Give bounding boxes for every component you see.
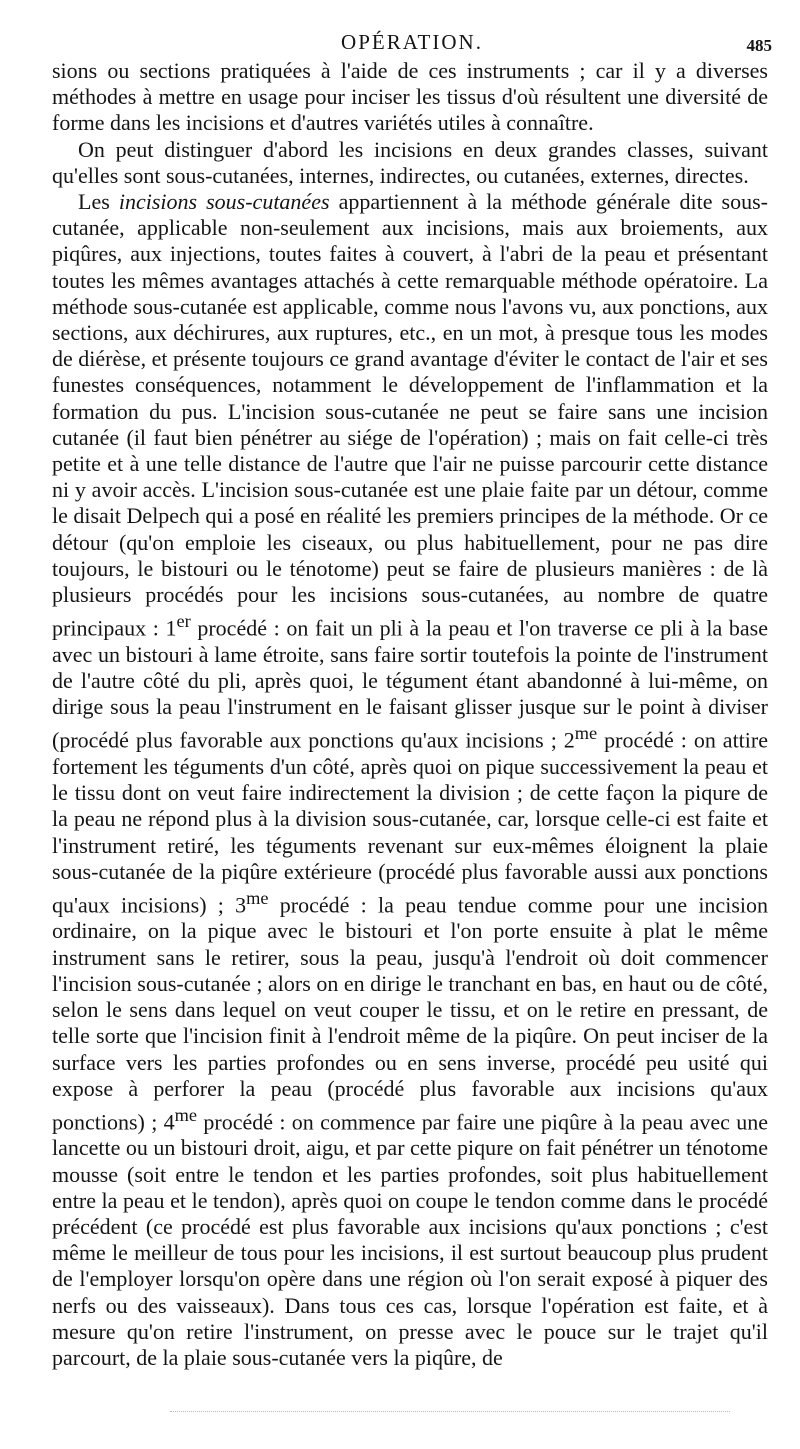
text-lead: Les <box>78 189 119 215</box>
bleed-through-rule <box>170 1411 730 1412</box>
paragraph-classes: On peut distinguer d'abord les incisions en deux grandes classes, suivant qu'elles sont sous-cutanées, internes, indirectes, ou cutanées, externes, directes. <box>52 136 768 188</box>
running-title: OPÉRATION. <box>341 30 483 54</box>
page-number: 485 <box>746 36 772 55</box>
ordinal-3-number: 3 <box>235 892 247 918</box>
ordinal-4-suffix: me <box>174 1104 198 1125</box>
paragraph-subcutaneous-incisions <box>52 189 768 1371</box>
procedure-4-text: procédé : on commence par faire une piqûre à la peau avec une lancette ou un bistouri droit, aigu, et par cette piqure on fait pénétrer un ténotome mousse (soit entre le tendon et les parties profondes, soit plus habituellement entre la peau et le tendon), après quoi on coupe le tendon comme dans le procédé précédent (ce procédé est plus favorable aux incisions qu'aux ponctions ; c'est même le meilleur de tous pour les incisions, il est surtout beaucoup plus prudent de l'employer lorsqu'on opère dans une région où l'on serait exposé à piquer des nerfs ou des vaisseaux). Dans tous ces cas, lorsque l'opération est faite, et à mesure qu'on retire l'instrument, on presse avec le pouce sur le trajet qu'il parcourt, de la plaie sous-cutanée vers la piqûre, de <box>52 1109 768 1371</box>
procedure-2-text: procédé : on attire fortement les téguments d'un côté, après quoi on pique successivement la peau et le tissu dont on veut faire indirectement la division ; de cette façon la piqure de la peau ne répond plus à la division sous-cutanée, car, lorsque celle-ci est faite et l'instrument retiré, les téguments revenant sur eux-mêmes éloignent la plaie sous-cutanée de la piqûre extérieure (procédé plus favorable aussi aux ponctions qu'aux incisions) ; <box>52 727 768 918</box>
ordinal-2-suffix: me <box>574 723 598 744</box>
ordinal-3-suffix: me <box>246 887 269 908</box>
ordinal-2-number: 2 <box>563 727 575 753</box>
procedure-1-text: procédé : on fait un pli à la peau et l'on traverse ce pli à la base avec un bistouri à lame étroite, sans faire sortir toutefois la pointe de l'instrument de l'autre côté du pli, après quoi, le tégument étant abandonné à lui-même, on dirige sous la peau l'instrument en le faisant glisser jusque sur le point à diviser (procédé plus favorable aux ponctions qu'aux incisions ; <box>52 615 768 753</box>
italic-term: incisions sous-cutanées <box>118 189 330 215</box>
ordinal-4-number: 4 <box>163 1109 175 1135</box>
ordinal-1-suffix: er <box>176 611 191 632</box>
text-segment: appartiennent à la méthode générale dite sous-cutanée, applicable non-seulement aux incisions, mais aux broiements, aux piqûres, aux injections, toutes faites à couvert, à l'abri de la peau et présentant toutes les mêmes avantages attachés à cette remarquable méthode opératoire. La méthode sous-cutanée est applicable, comme nous l'avons vu, aux ponctions, aux sections, aux déchirures, aux ruptures, etc., en un mot, à presque tous les modes de diérèse, et présente toujours ce grand avantage d'éviter le contact de l'air et ses funestes conséquences, notamment le développement de l'inflammation et la formation du pus. L'incision sous-cutanée ne peut se faire sans une incision cutanée (il faut bien pénétrer au siége de l'opération) ; mais on fait celle-ci très petite et à une telle distance de l'autre que l'air ne puisse parcourir cette distance ni y avoir accès. L'incision sous-cutanée est une plaie faite par un détour, comme le disait Delpech qui a posé en réalité les premiers principes de la méthode. Or ce détour (qu'on emploie les ciseaux, ou plus habituellement, pour ne pas dire toujours, le bistouri ou le ténotome) peut se faire de plusieurs manières : de là plusieurs procédés pour les incisions sous-cutanées, au nombre de quatre principaux : <box>52 189 768 641</box>
paragraph-continuation: sions ou sections pratiquées à l'aide de ces instruments ; car il y a diverses méthodes à mettre en usage pour inciser les tissus d'où résultent une diversité de forme dans les incisions et d'autres variétés utiles à connaître. <box>52 58 768 136</box>
ordinal-1-number: 1 <box>165 615 177 641</box>
procedure-3-text: procédé : la peau tendue comme pour une incision ordinaire, on la pique avec le bistouri et l'on porte ensuite à plat le même instrument sans le retirer, sous la peau, jusqu'à l'endroit où doit commencer l'incision sous-cutanée ; alors on en dirige le tranchant en bas, en haut ou de côté, selon le sens dans lequel on veut couper le tissu, et on le retire en pressant, de telle sorte que l'incision finit à l'endroit même de la piqûre. On peut inciser de la surface vers les parties profondes ou en sens inverse, procédé peu usité qui expose à perforer la peau (procédé plus favorable aux incisions qu'aux ponctions) ; <box>52 892 768 1135</box>
body-text <box>52 58 768 1371</box>
page-header <box>52 30 772 56</box>
